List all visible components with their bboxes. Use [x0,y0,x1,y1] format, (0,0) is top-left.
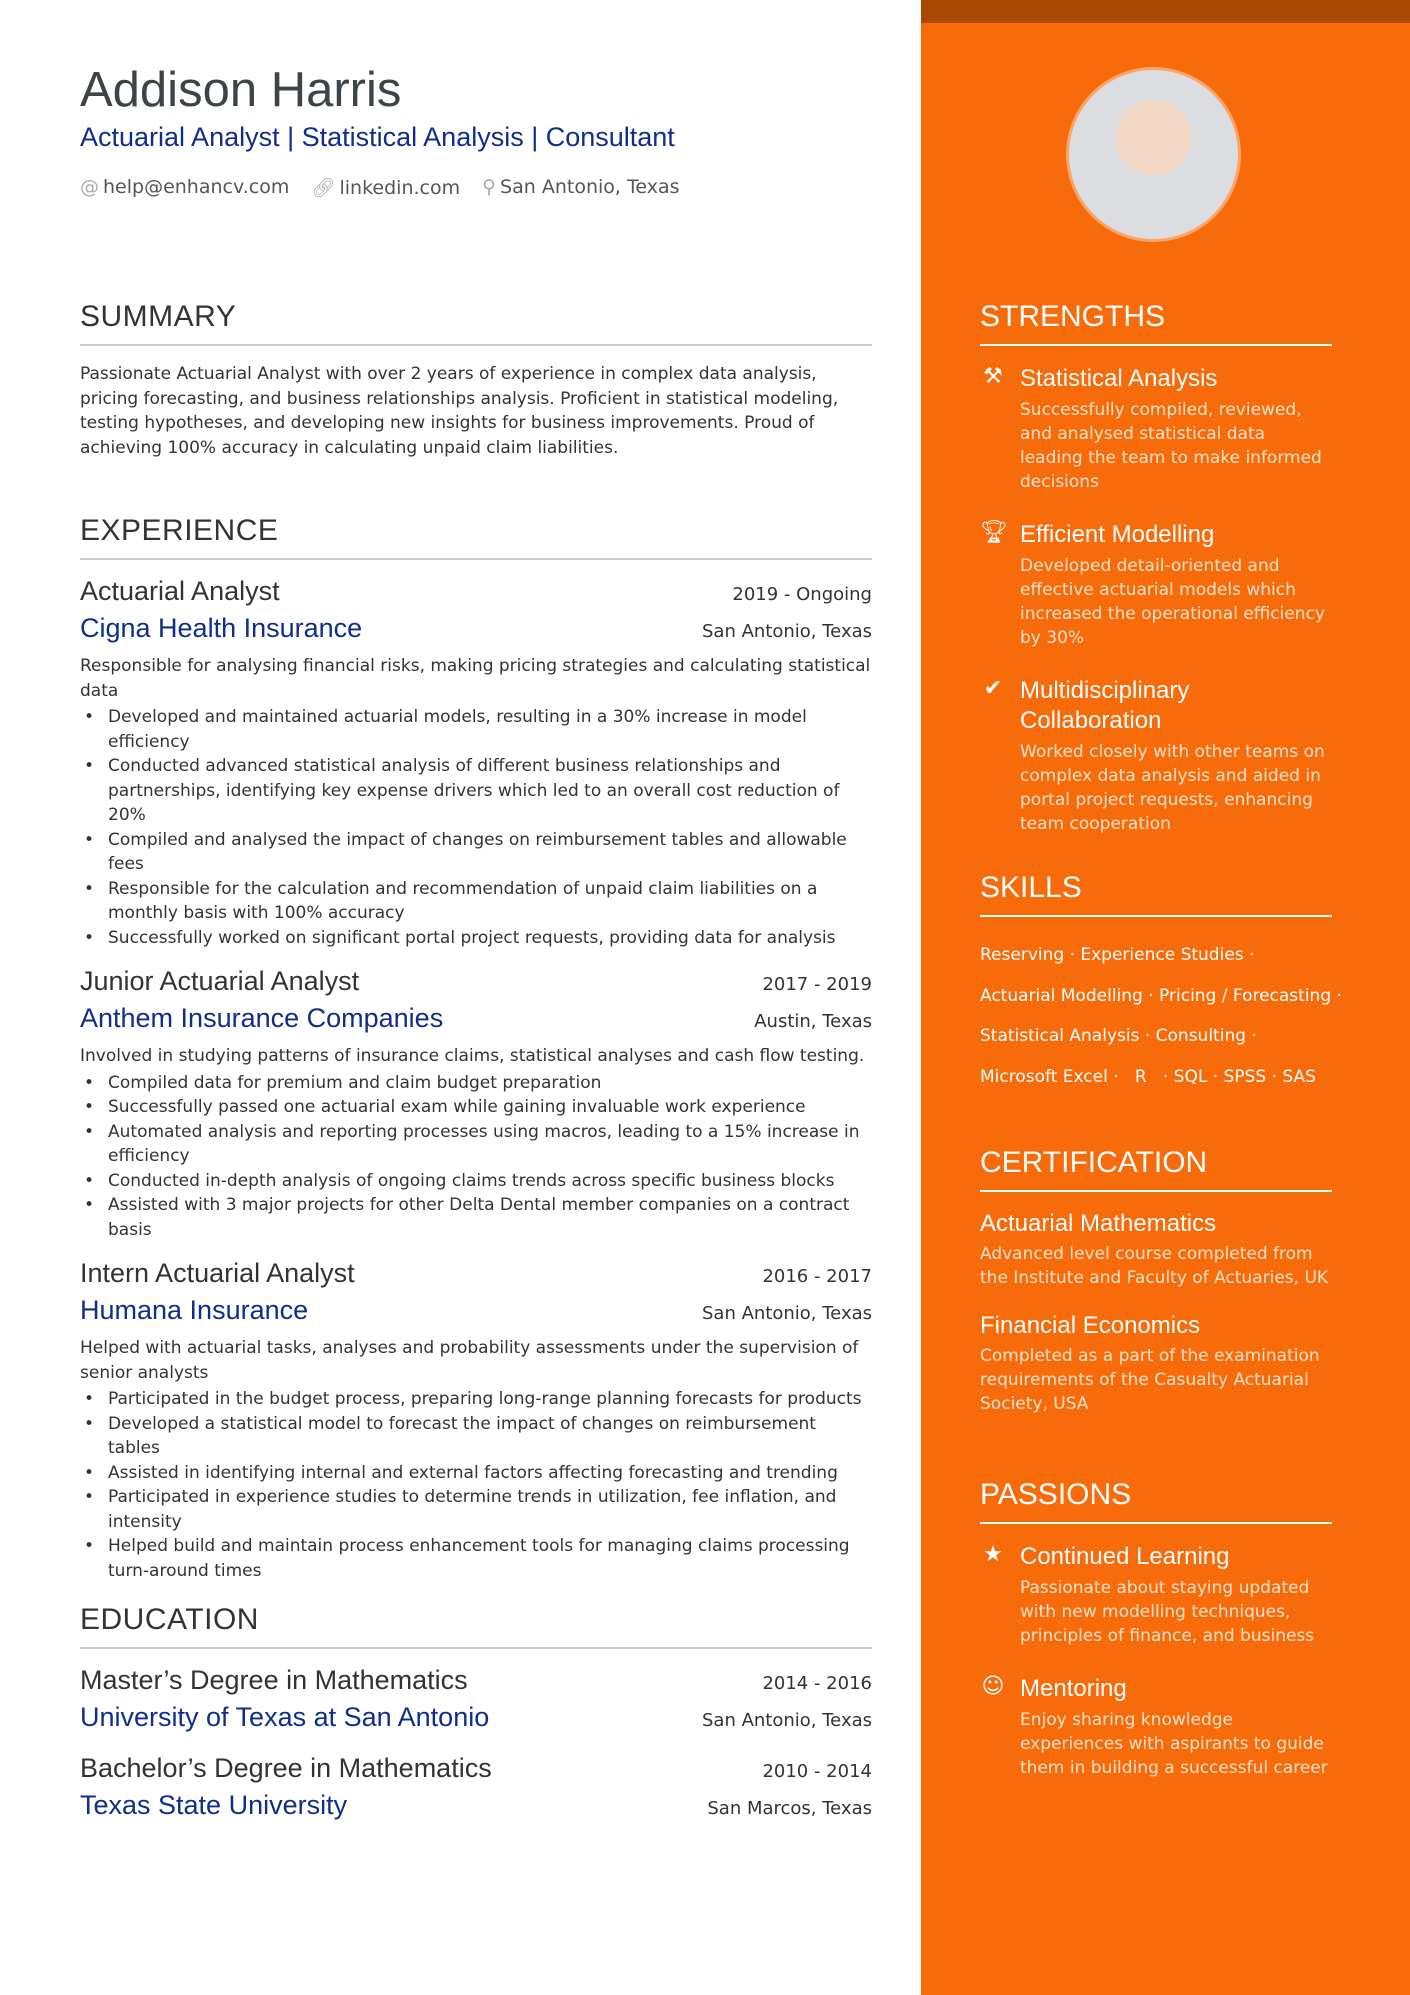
item-description: Successfully compiled, reviewed, and analysed statistical data leading the team to make informed decisions [1020,400,1322,492]
map-pin-icon: ⚲ [482,176,497,198]
star-icon: ★ [983,1542,1003,1567]
trophy-icon: 🏆︎ [980,520,1008,545]
job-title: Actuarial Analyst [80,576,280,606]
sidebar [921,0,1410,1995]
job-bullet: • Developed and maintained actuarial models, resulting in a 30% increase in model efficiency [80,705,872,754]
summary-section [80,300,872,460]
job-location: Austin, Texas [754,1011,872,1032]
check-icon: ✔ [983,676,1003,701]
job-bullet: • Assisted in identifying internal and external factors affecting forecasting and trending [80,1461,872,1486]
item-title: Multidisciplinary Collaboration [1020,677,1190,734]
job-bullet: • Conducted in-depth analysis of ongoing claims trends across specific business blocks [80,1169,872,1194]
job-dates: 2017 - 2019 [762,974,872,995]
magic-wand-icon: ⚒ [983,364,1003,389]
job-description: Helped with actuarial tasks, analyses and probability assessments under the supervision of senior analysts [80,1338,859,1383]
job-bullet: • Assisted with 3 major projects for other Delta Dental member companies on a contract basis [80,1193,872,1242]
job-bullet: • Conducted advanced statistical analysis of different business relationships and partnerships, identifying key expense drivers which led to an overall cost reduction of 20% [80,754,872,828]
section-heading: SUMMARY [80,300,872,346]
at-icon: @ [80,176,99,198]
education-section [80,1603,872,1841]
item-description: Developed detail-oriented and effective actuarial models which increased the operational efficiency by 30% [1020,556,1325,648]
link-icon: 🔗︎ [311,177,336,199]
email-contact[interactable] [80,176,289,199]
skill-line: Reserving · Experience Studies · [980,945,1255,965]
top-strip [921,0,1410,23]
linkedin-text: linkedin.com [339,177,461,199]
skill-line: Statistical Analysis · Consulting · [980,1026,1257,1046]
contact-info [80,176,680,199]
candidate-subtitle: Actuarial Analyst | Statistical Analysis | Consultant [80,122,675,152]
company-name: Humana Insurance [80,1295,309,1325]
item-description: Enjoy sharing knowledge experiences with aspirants to guide them in building a successful career [1020,1710,1328,1778]
degree: Bachelor’s Degree in Mathematics [80,1753,492,1783]
item-description: Worked closely with other teams on complex data analysis and aided in portal project requests, enhancing team cooperation [1020,742,1325,834]
job-title: Junior Actuarial Analyst [80,966,360,996]
item-description: Passionate about staying updated with new modelling techniques, principles of finance, and business [1020,1578,1315,1646]
job-description: Responsible for analysing financial risks, making pricing strategies and calculating statistical data [80,656,871,701]
job-bullet: • Responsible for the calculation and recommendation of unpaid claim liabilities on a monthly basis with 100% accuracy [80,877,872,926]
section-heading: PASSIONS [980,1478,1332,1524]
section-heading: EXPERIENCE [80,514,872,560]
job-location: San Antonio, Texas [702,1303,872,1324]
job-entry [80,966,872,1242]
item-title: Mentoring [1020,1675,1127,1702]
skill-line: Microsoft Excel · R · SQL · SPSS · SAS [980,1066,1316,1087]
strengths-item [980,676,1332,836]
passions-item [980,1542,1332,1648]
section-heading: STRENGTHS [980,300,1332,346]
summary-text: Passionate Actuarial Analyst with over 2 years of experience in complex data analysis, pricing forecasting, and business relationships analysis. Proficient in statistical modeling, testing hypotheses, and developing new insights for business improvements. Proud of achieving 100% accuracy in calculating unpaid claim liabilities. [80,364,839,458]
job-bullet: • Successfully worked on significant portal project requests, providing data for analysis [80,926,872,951]
location-text: San Antonio, Texas [500,176,680,198]
item-title: Statistical Analysis [1020,365,1218,392]
passions-section [980,1478,1332,1806]
section-heading: EDUCATION [80,1603,872,1649]
strengths-item [980,364,1332,494]
education-entry [80,1753,872,1821]
job-bullet: • Participated in the budget process, preparing long-range planning forecasts for products [80,1387,872,1412]
section-heading: CERTIFICATION [980,1146,1332,1192]
job-description: Involved in studying patterns of insurance claims, statistical analyses and cash flow testing. [80,1046,865,1066]
edu-dates: 2010 - 2014 [762,1761,872,1782]
skill-line: Actuarial Modelling · Pricing / Forecasting · [980,985,1342,1006]
cert-title: Actuarial Mathematics [980,1210,1217,1237]
linkedin-contact[interactable] [311,176,460,199]
job-location: San Antonio, Texas [702,621,872,642]
certification-section [980,1146,1332,1438]
job-dates: 2019 - Ongoing [732,584,872,605]
cert-description: Advanced level course completed from the Institute and Faculty of Actuaries, UK [980,1244,1329,1288]
item-title: Continued Learning [1020,1543,1230,1570]
school-name: University of Texas at San Antonio [80,1702,490,1732]
job-bullet: • Developed a statistical model to forecast the impact of changes on reimbursement tables [80,1412,872,1461]
section-heading: SKILLS [980,871,1332,917]
job-bullet: • Compiled data for premium and claim budget preparation [80,1071,872,1096]
job-bullet: • Helped build and maintain process enhancement tools for managing claims processing turn-around times [80,1534,872,1583]
degree: Master’s Degree in Mathematics [80,1665,468,1695]
job-entry [80,1258,872,1583]
job-title: Intern Actuarial Analyst [80,1258,355,1288]
email-text: help@enhancv.com [103,176,290,198]
edu-location: San Antonio, Texas [702,1710,872,1731]
item-title: Efficient Modelling [1020,521,1215,548]
edu-dates: 2014 - 2016 [762,1673,872,1694]
cert-description: Completed as a part of the examination requirements of the Casualty Actuarial Society, USA [980,1346,1320,1414]
job-entry [80,576,872,950]
job-dates: 2016 - 2017 [762,1266,872,1287]
profile-photo [1066,67,1241,242]
passions-item [980,1674,1332,1780]
edu-location: San Marcos, Texas [707,1798,872,1819]
job-bullet: • Automated analysis and reporting processes using macros, leading to a 15% increase in efficiency [80,1120,872,1169]
job-bullet: • Compiled and analysed the impact of changes on reimbursement tables and allowable fees [80,828,872,877]
certification-item [980,1210,1332,1290]
cert-title: Financial Economics [980,1312,1201,1339]
certification-item [980,1312,1332,1416]
school-name: Texas State University [80,1790,348,1820]
candidate-name: Addison Harris [80,63,402,117]
location-contact [482,176,679,199]
strengths-section [980,300,1332,862]
skills-section [980,871,1342,1097]
company-name: Anthem Insurance Companies [80,1003,444,1033]
head-icon: ☺ [981,1674,1005,1699]
company-name: Cigna Health Insurance [80,613,363,643]
education-entry [80,1665,872,1733]
job-bullet: • Successfully passed one actuarial exam while gaining invaluable work experience [80,1095,872,1120]
strengths-item [980,520,1332,650]
experience-section [80,514,872,1599]
job-bullet: • Participated in experience studies to determine trends in utilization, fee inflation, and intensity [80,1485,872,1534]
